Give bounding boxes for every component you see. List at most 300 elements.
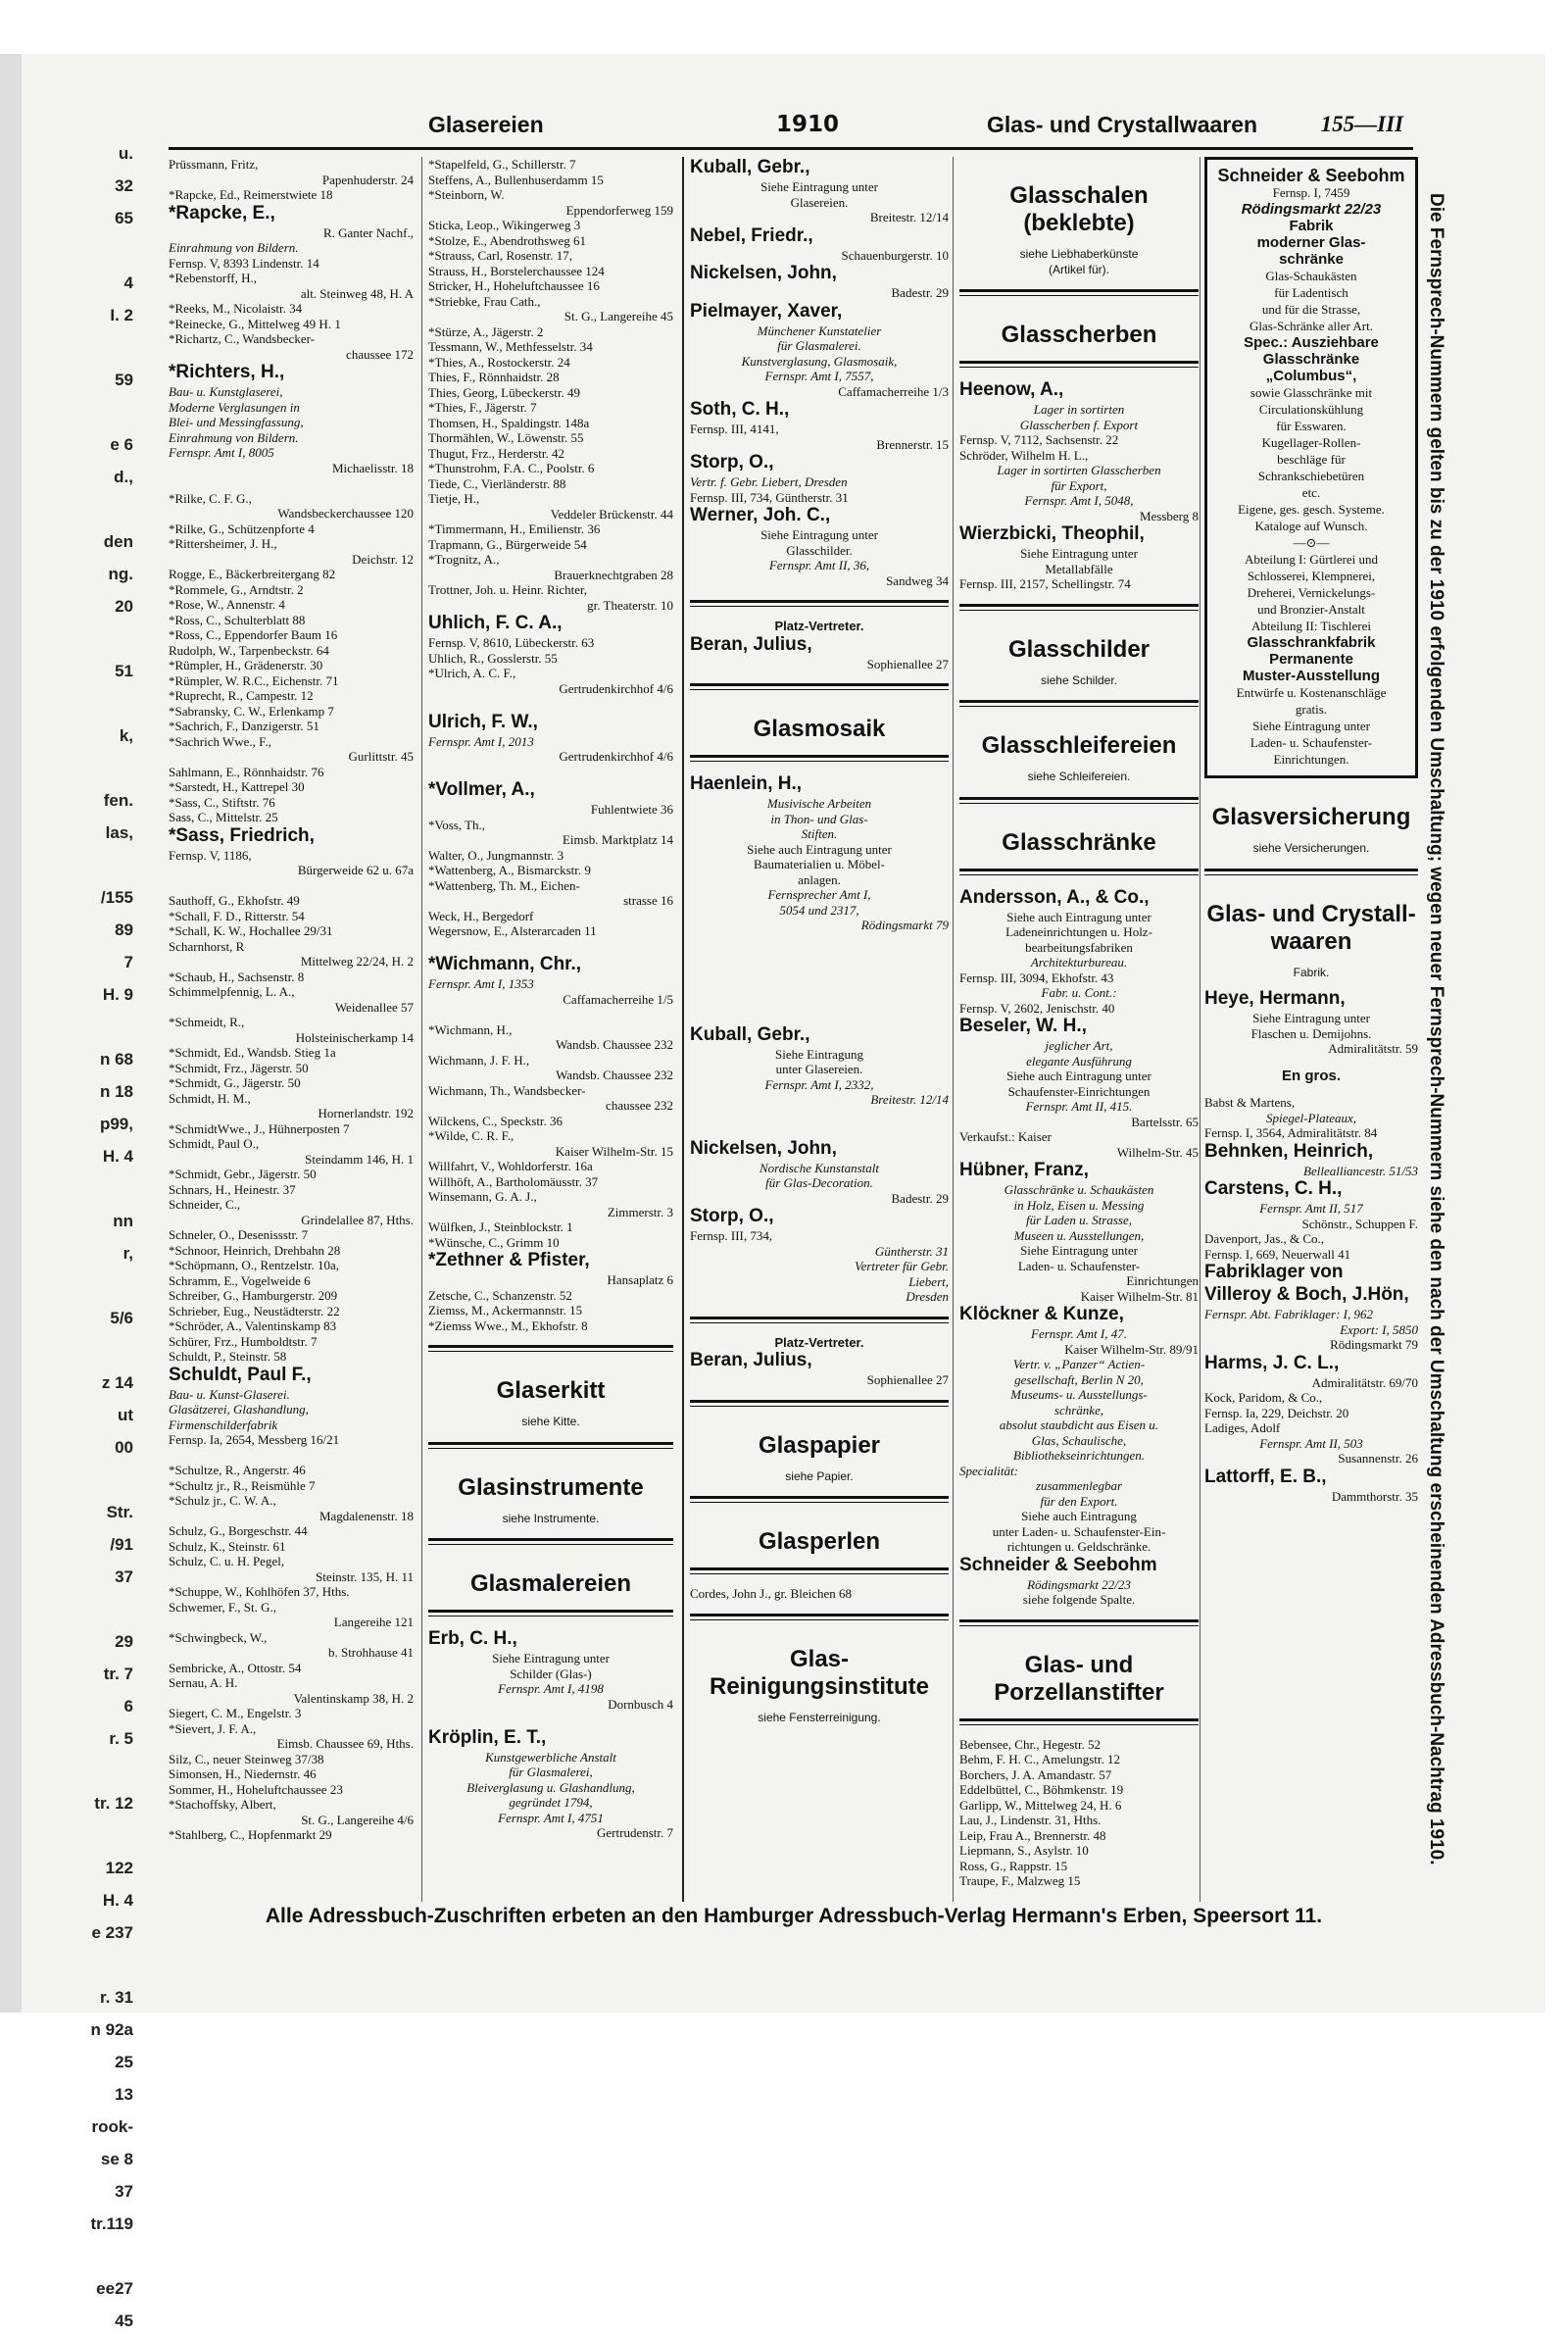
edge-fragment bbox=[25, 1949, 133, 1981]
section-heading: Glasmalereien bbox=[469, 1570, 632, 1597]
entry-line: Gurlittstr. 45 bbox=[348, 749, 414, 764]
entry-line: gegründet 1794, bbox=[509, 1795, 593, 1810]
entry-line: Thormählen, W., Löwenstr. 55 bbox=[428, 430, 584, 445]
entry-name bbox=[169, 203, 414, 224]
entry-name bbox=[959, 887, 1199, 909]
divider-rule bbox=[959, 604, 1199, 611]
entry-line: Kunstgewerbliche Anstalt bbox=[485, 1749, 616, 1765]
firm-name: Heenow, A., bbox=[959, 379, 1064, 400]
entry-line: Rogge, E., Bäckerbreitergang 82 bbox=[169, 567, 336, 581]
entry-line: Siehe Eintragung unter bbox=[760, 527, 878, 542]
entry-line: Fernsp. I, 669, Neuerwall 41 bbox=[1204, 1246, 1351, 1262]
edge-fragment: 13 bbox=[115, 2085, 133, 2104]
entry-line: Siehe auch Eintragung bbox=[1021, 1509, 1137, 1523]
entry-line: Sandweg 34 bbox=[886, 572, 949, 588]
entry-line: Metallabfälle bbox=[1045, 561, 1113, 576]
entry-line: anlagen. bbox=[798, 871, 841, 887]
entry-line: Eddelbüttel, C., Böhmkenstr. 19 bbox=[959, 1782, 1124, 1797]
entry-line: Fernspr. Amt I, 5048, bbox=[1024, 493, 1134, 508]
advert-line: für Esswaren. bbox=[1276, 419, 1347, 433]
entry-line: Einrichtungen bbox=[1126, 1273, 1199, 1288]
edge-fragment: 89 bbox=[115, 920, 133, 939]
section-heading: Glasschalen (beklebte) bbox=[1009, 182, 1149, 236]
edge-fragment: ng. bbox=[108, 565, 133, 583]
firm-name: Heye, Hermann, bbox=[1204, 988, 1346, 1009]
section-reference: siehe Versicherungen. bbox=[1252, 841, 1370, 855]
entry-line: Magdalenenstr. 18 bbox=[318, 1508, 414, 1523]
entry-line: Bibliothekseinrichtungen. bbox=[1013, 1448, 1145, 1463]
edge-fragment: H. 9 bbox=[102, 985, 133, 1004]
advert-line: Kugellager-Rollen- bbox=[1261, 435, 1361, 450]
entry-line: Schulz, G., Borgeschstr. 44 bbox=[169, 1523, 308, 1538]
edge-fragment bbox=[25, 1819, 133, 1852]
entry-name bbox=[959, 1016, 1199, 1037]
entry-line: unter Glasereien. bbox=[775, 1062, 863, 1076]
firm-name: *Zethner & Pfister, bbox=[428, 1250, 590, 1270]
edge-fragment bbox=[25, 752, 133, 784]
divider-rule bbox=[690, 755, 949, 762]
advert-box bbox=[1204, 157, 1418, 778]
firm-name: Fabriklager von bbox=[1204, 1262, 1344, 1282]
edge-fragment: n 92a bbox=[90, 2020, 133, 2039]
edge-fragment bbox=[25, 234, 133, 267]
entry-line: Schmidt, H. M., bbox=[169, 1090, 251, 1106]
divider-rule bbox=[959, 869, 1199, 875]
entry-line: chaussee 172 bbox=[346, 346, 414, 362]
entry-line: Tietje, H., bbox=[428, 491, 480, 506]
scan-border bbox=[0, 54, 22, 2013]
entry-name bbox=[690, 452, 949, 473]
entry-line: Specialität: bbox=[959, 1463, 1018, 1478]
entry-line: Behm, F. H. C., Amelungstr. 12 bbox=[959, 1752, 1120, 1766]
edge-fragment: 4 bbox=[123, 273, 133, 292]
entry-line: Fabr. u. Cont.: bbox=[1041, 985, 1117, 1000]
entry-name bbox=[959, 1160, 1199, 1181]
platz-address: Sophienallee 27 bbox=[866, 1372, 949, 1387]
edge-fragment: 59 bbox=[115, 371, 133, 389]
firm-name: Harms, J. C. L., bbox=[1204, 1352, 1340, 1373]
entry-line: Tiede, C., Vierländerstr. 88 bbox=[428, 475, 566, 491]
advert-line: beschläge für bbox=[1277, 452, 1346, 467]
page-footer: Alle Adressbuch-Zuschriften erbeten an den Hamburger Adressbuch-Verlag Hermann's Erben, Speersort 11. bbox=[265, 1905, 1323, 1927]
entry-line: R. Ganter Nachf., bbox=[322, 224, 414, 240]
edge-fragment: r, bbox=[122, 1244, 133, 1263]
entry-line: *Timmermann, H., Emilienstr. 36 bbox=[428, 522, 601, 536]
entry-line: *Ross, C., Schulterblatt 88 bbox=[169, 612, 306, 627]
entry-line bbox=[690, 1009, 949, 1024]
section-reference: Fabrik. bbox=[1293, 965, 1330, 979]
entry-line: Cordes, John J., gr. Bleichen 68 bbox=[690, 1586, 853, 1601]
firm-name: Kuball, Gebr., bbox=[690, 1023, 810, 1045]
entry-line: Bartelsstr. 65 bbox=[1131, 1114, 1199, 1129]
entry-line bbox=[690, 948, 949, 964]
advert-line: „Columbus“, bbox=[1265, 368, 1357, 384]
section-heading: Glasinstrumente bbox=[458, 1473, 644, 1501]
entry-line: Messberg 8 bbox=[1139, 508, 1199, 523]
entry-name bbox=[690, 1206, 949, 1227]
entry-line: Breitestr. 12/14 bbox=[870, 1092, 949, 1107]
entry-line: Firmenschilderfabrik bbox=[169, 1417, 278, 1432]
firm-name: *Wichmann, Chr., bbox=[428, 954, 582, 974]
edge-fragment: H. 4 bbox=[102, 1147, 133, 1166]
entry-line: Wülfken, J., Steinblockstr. 1 bbox=[428, 1219, 573, 1234]
entry-line: Siehe Eintragung unter bbox=[760, 179, 878, 194]
entry-name bbox=[959, 523, 1199, 545]
entry-line bbox=[690, 1122, 949, 1138]
entry-line: Fernspr. Amt I, 2332, bbox=[764, 1076, 874, 1092]
divider-rule bbox=[959, 700, 1199, 707]
entry-line: *Schmidt, Frz., Jägerstr. 50 bbox=[169, 1060, 309, 1075]
entry-line: Verkaufst.: Kaiser bbox=[959, 1129, 1052, 1144]
entry-line bbox=[690, 978, 949, 994]
entry-line: für Laden u. Strasse, bbox=[1026, 1213, 1132, 1227]
entry-line: Schilder (Glas-) bbox=[510, 1666, 592, 1681]
edge-fragment: fen. bbox=[103, 791, 133, 810]
entry-line: Siegert, C. M., Engelstr. 3 bbox=[169, 1706, 302, 1720]
entry-name bbox=[428, 954, 673, 975]
en-gros-label: En gros. bbox=[1281, 1067, 1341, 1084]
entry-line: für Glasmalerei, bbox=[509, 1765, 593, 1779]
entry-line: Fernsp. V, 7112, Sachsenstr. 22 bbox=[959, 432, 1119, 447]
entry-line: *Thunstrohm, F.A. C., Poolstr. 6 bbox=[428, 461, 595, 475]
entry-line bbox=[169, 475, 414, 491]
entry-line: Schauenburgerstr. 10 bbox=[841, 247, 949, 263]
advert-line: Abteilung II: Tischlerei bbox=[1250, 619, 1372, 633]
entry-line: Stricker, H., Hoheluftchaussee 16 bbox=[428, 278, 600, 293]
entry-line: *Schöpmann, O., Rentzelstr. 10a, bbox=[169, 1258, 340, 1272]
entry-line: Weidenallee 57 bbox=[334, 999, 414, 1015]
entry-line: Schmidt, Paul O., bbox=[169, 1136, 260, 1151]
entry-line: Schröder, Wilhelm H. L., bbox=[959, 447, 1089, 463]
entry-name bbox=[1204, 1467, 1418, 1488]
entry-name bbox=[428, 779, 673, 801]
entry-line: Ladeneinrichtungen u. Holz- bbox=[1005, 924, 1152, 939]
entry-line: *Ross, C., Eppendorfer Baum 16 bbox=[169, 627, 338, 642]
edge-fragment: 25 bbox=[115, 2053, 133, 2071]
edge-fragment: e 237 bbox=[91, 1923, 133, 1942]
entry-line: Michaelisstr. 18 bbox=[331, 460, 414, 475]
advert-line: Schlosserei, Klempnerei, bbox=[1247, 569, 1376, 583]
entry-line: Ross, G., Rappstr. 15 bbox=[959, 1858, 1068, 1873]
edge-fragment: den bbox=[103, 532, 133, 551]
entry-line: Trapmann, G., Bürgerweide 54 bbox=[428, 536, 587, 552]
entry-line: Einrahmung von Bildern. bbox=[169, 240, 299, 255]
section-heading: Glasmosaik bbox=[753, 716, 886, 742]
entry-line: Davenport, Jas., & Co., bbox=[1204, 1231, 1325, 1246]
edge-fragment bbox=[25, 849, 133, 881]
entry-line: Valentinskamp 38, H. 2 bbox=[293, 1690, 414, 1706]
entry-line: Susannenstr. 26 bbox=[1338, 1451, 1418, 1466]
entry-line: schränke, bbox=[1054, 1402, 1104, 1417]
entry-line: b. Strohhause 41 bbox=[327, 1645, 414, 1660]
entry-line bbox=[690, 933, 949, 949]
entry-line: *Schnoor, Heinrich, Drehbahn 28 bbox=[169, 1242, 341, 1258]
entry-line: Steinstr. 135, H. 11 bbox=[316, 1568, 414, 1584]
entry-line: Sauthoff, G., Ekhofstr. 49 bbox=[169, 893, 300, 908]
firm-name: Soth, C. H., bbox=[690, 399, 790, 420]
entry-line: *Wünsche, C., Grimm 10 bbox=[428, 1234, 560, 1250]
entry-line: *Wilde, C. R. F., bbox=[428, 1128, 514, 1143]
entry-line: Thugut, Frz., Herderstr. 42 bbox=[428, 445, 565, 461]
divider-rule bbox=[959, 1619, 1199, 1626]
divider-rule bbox=[690, 1400, 949, 1407]
entry-line: *Sievert, J. F. A., bbox=[169, 1720, 257, 1736]
entry-line: *Wichmann, H., bbox=[428, 1021, 513, 1037]
entry-line: Caffamacherreihe 1/5 bbox=[563, 991, 673, 1007]
entry-line: Holsteinischerkamp 14 bbox=[295, 1029, 414, 1045]
entry-line: Glasereien. bbox=[790, 194, 849, 210]
entry-line: Fernspr. Amt I, 8005 bbox=[169, 445, 274, 460]
edge-fragment bbox=[25, 1755, 133, 1787]
entry-line: *Stapelfeld, G., Schillerstr. 7 bbox=[428, 157, 576, 172]
entry-line: Architekturbureau. bbox=[1030, 955, 1128, 970]
edge-fragment: 65 bbox=[115, 209, 133, 227]
entry-line: Vertr. v. „Panzer“ Actien- bbox=[1012, 1357, 1146, 1371]
edge-fragment: ut bbox=[117, 1406, 133, 1424]
entry-name bbox=[959, 1555, 1199, 1576]
advert-line: Glas-Schränke aller Art. bbox=[1250, 319, 1373, 333]
entry-name bbox=[1204, 1178, 1418, 1200]
firm-name: Andersson, A., & Co., bbox=[959, 886, 1150, 908]
edge-fragment bbox=[25, 331, 133, 364]
entry-line: Siehe Eintragung unter bbox=[1252, 1011, 1370, 1025]
entry-line: Fernspr. Amt I, 47. bbox=[1031, 1326, 1127, 1341]
firm-name: Pielmayer, Xaver, bbox=[690, 300, 843, 322]
entry-line: *Voss, Th., bbox=[428, 817, 486, 832]
entry-line: Dammthorstr. 35 bbox=[1331, 1488, 1418, 1504]
entry-name bbox=[959, 379, 1199, 401]
entry-line: Admiralitätstr. 69/70 bbox=[1311, 1374, 1418, 1390]
edge-fragment: tr. 7 bbox=[103, 1665, 133, 1683]
entry-line: Lau, J., Lindenstr. 31, Hths. bbox=[959, 1813, 1102, 1827]
divider-rule bbox=[428, 1345, 673, 1352]
entry-name bbox=[690, 1024, 949, 1046]
entry-line: Schramm, E., Vogelweide 6 bbox=[169, 1272, 311, 1288]
entry-line: Kaiser Wilhelm-Str. 15 bbox=[555, 1143, 673, 1159]
entry-line: Wandsbeckerchaussee 120 bbox=[277, 506, 414, 521]
entry-line: Schrieber, Eug., Neustädterstr. 22 bbox=[169, 1303, 340, 1318]
edge-fragment: 6 bbox=[123, 1697, 133, 1715]
firm-name: Behnken, Heinrich, bbox=[1204, 1140, 1374, 1162]
edge-fragment: 51 bbox=[115, 662, 133, 680]
entry-line: jeglicher Art, bbox=[1045, 1038, 1113, 1053]
entry-line: *Rilke, G., Schützenpforte 4 bbox=[169, 521, 315, 536]
edge-fragment: r. 31 bbox=[99, 1988, 133, 2007]
entry-line: Fernspr. Amt I, 1353 bbox=[428, 976, 534, 991]
entry-line: *Ziemss Wwe., M., Ekhofstr. 8 bbox=[428, 1318, 588, 1333]
section-reference: siehe Fensterreinigung. bbox=[758, 1710, 881, 1724]
entry-line: Bürgerweide 62 u. 67a bbox=[297, 863, 414, 877]
entry-line: *Steinborn, W. bbox=[428, 187, 505, 202]
column-2 bbox=[421, 157, 673, 1902]
entry-line bbox=[428, 696, 673, 712]
entry-line: Ladiges, Adolf bbox=[1204, 1420, 1281, 1435]
entry-line: Thies, F., Rönnhaidstr. 28 bbox=[428, 370, 560, 384]
section-heading: Glasschränke bbox=[1002, 828, 1156, 856]
edge-fragment: z 14 bbox=[101, 1373, 133, 1392]
entry-line: Willhöft, A., Bartholomäusstr. 37 bbox=[428, 1173, 599, 1189]
entry-line: Siehe auch Eintragung unter bbox=[1006, 909, 1152, 924]
entry-line: Wegersnow, E., Alsterarcaden 11 bbox=[428, 923, 597, 938]
edge-fragment: 00 bbox=[115, 1438, 133, 1457]
entry-line: Fernsp. V, 2602, Jenischstr. 40 bbox=[959, 1000, 1115, 1016]
entry-line: *Sass, C., Stiftstr. 76 bbox=[169, 794, 275, 810]
firm-name: Storp, O., bbox=[690, 1206, 774, 1226]
entry-line: *Schmidt, Ed., Wandsb. Stieg 1a bbox=[169, 1045, 336, 1060]
divider-rule bbox=[690, 1614, 949, 1620]
entry-line: Einrahmung von Bildern. bbox=[169, 429, 299, 445]
firm-name: Beseler, W. H., bbox=[959, 1016, 1087, 1036]
entry-line: *Stahlberg, C., Hopfenmarkt 29 bbox=[169, 1827, 332, 1842]
entry-line: *Striebke, Frau Cath., bbox=[428, 293, 541, 309]
entry-name bbox=[690, 1138, 949, 1160]
section-heading: Glasversicherung bbox=[1211, 804, 1411, 830]
edge-fragment bbox=[25, 1593, 133, 1625]
entry-line: Gertrudenkirchhof 4/6 bbox=[559, 749, 673, 764]
firm-name: Nickelsen, John, bbox=[690, 1137, 837, 1159]
entry-line: Moderne Verglasungen in bbox=[169, 399, 300, 415]
entry-line: Schaufenster-Einrichtungen bbox=[1007, 1083, 1151, 1099]
directory-columns bbox=[169, 157, 1418, 1902]
entry-line: Schreiber, G., Hamburgerstr. 209 bbox=[169, 1288, 338, 1303]
entry-name bbox=[1204, 988, 1418, 1010]
entry-line: *Wattenberg, Th. M., Eichen- bbox=[428, 877, 580, 893]
entry-line: Veddeler Brückenstr. 44 bbox=[550, 506, 673, 522]
entry-line: Museen u. Ausstellungen, bbox=[1013, 1227, 1145, 1243]
entry-line: *Schmeidt, R., bbox=[169, 1015, 245, 1029]
divider-rule bbox=[690, 1317, 949, 1323]
section-heading: Glas- Reinigungsinstitute bbox=[710, 1645, 929, 1700]
advert-line: schränke bbox=[1279, 251, 1344, 268]
platz-name bbox=[690, 634, 949, 656]
edge-fragment bbox=[25, 1464, 133, 1496]
edge-fragment: ee27 bbox=[96, 2279, 133, 2298]
entry-line: Eimsb. Marktplatz 14 bbox=[562, 832, 673, 847]
entry-line: für Export, bbox=[1051, 477, 1107, 493]
entry-line: Scharnhorst, R bbox=[169, 938, 245, 954]
entry-line: *Richartz, C., Wandsbecker- bbox=[169, 331, 315, 346]
entry-line: Siehe Eintragung bbox=[775, 1046, 863, 1062]
entry-name bbox=[1204, 1262, 1418, 1283]
entry-line: Fuhlentwiete 36 bbox=[590, 802, 673, 817]
entry-line: Siehe Eintragung unter bbox=[1020, 546, 1138, 561]
entry-line: Vertr. f. Gebr. Liebert, Dresden bbox=[690, 474, 848, 489]
entry-line: Bau- u. Kunstglaserei, bbox=[169, 384, 283, 399]
entry-line: St. G., Langereihe 4/6 bbox=[301, 1812, 414, 1827]
advert-line: Einrichtungen. bbox=[1273, 752, 1349, 767]
entry-line: *SchmidtWwe., J., Hühnerposten 7 bbox=[169, 1120, 350, 1136]
advert-line: sowie Glasschränke mit bbox=[1250, 385, 1373, 400]
advert-line: Abteilung I: Gürtlerei und bbox=[1244, 552, 1379, 567]
entry-line: Flaschen u. Demijohns. bbox=[1250, 1025, 1372, 1041]
page-header bbox=[169, 106, 1413, 150]
advert-line: Eigene, ges. gesch. Systeme. bbox=[1238, 502, 1385, 517]
firm-name: Carstens, C. H., bbox=[1204, 1178, 1343, 1199]
entry-line: Vertreter für Gebr. bbox=[855, 1259, 949, 1273]
entry-line bbox=[428, 1712, 673, 1727]
edge-fragment: d., bbox=[114, 468, 133, 486]
entry-line: Brennerstr. 15 bbox=[876, 436, 949, 452]
entry-line: siehe folgende Spalte. bbox=[1022, 1592, 1136, 1607]
entry-name bbox=[690, 157, 949, 178]
firm-name: Nebel, Friedr., bbox=[690, 224, 813, 246]
entry-line: Schneider, C., bbox=[169, 1197, 241, 1212]
entry-name bbox=[169, 362, 414, 383]
entry-line: Musivische Arbeiten bbox=[766, 796, 872, 811]
entry-line: Hornerlandstr. 192 bbox=[318, 1106, 414, 1120]
entry-line: Stiften. bbox=[801, 826, 838, 841]
entry-line: Fernspr. Amt II, 36, bbox=[768, 558, 870, 572]
entry-line: Sahlmann, E., Rönnhaidstr. 76 bbox=[169, 764, 324, 779]
section-reference: siehe Schleifereien. bbox=[1027, 770, 1131, 783]
advert-line: Siehe Eintragung unter bbox=[1252, 719, 1370, 733]
entry-line: Museums- u. Ausstellungs- bbox=[1010, 1387, 1148, 1402]
entry-line: Mittelweg 22/24, H. 2 bbox=[300, 954, 414, 969]
firm-name: *Vollmer, A., bbox=[428, 779, 535, 800]
section-reference: siehe Papier. bbox=[785, 1468, 854, 1483]
entry-line: Rudolph, W., Tarpenbeckstr. 64 bbox=[169, 642, 329, 658]
entry-line: in Thon- und Glas- bbox=[770, 811, 868, 826]
entry-line: Fernspr. Amt I, 4751 bbox=[498, 1810, 604, 1825]
entry-line: Leip, Frau A., Brennerstr. 48 bbox=[959, 1827, 1106, 1843]
entry-line bbox=[169, 1448, 414, 1464]
firm-name: Storp, O., bbox=[690, 452, 774, 472]
edge-fragment bbox=[25, 687, 133, 720]
entry-line: Badestr. 29 bbox=[891, 285, 949, 300]
section-heading: Glasperlen bbox=[758, 1528, 881, 1555]
entry-line: 5054 und 2317, bbox=[779, 902, 859, 918]
firm-name: Kuball, Gebr., bbox=[690, 157, 810, 177]
platz-label: Platz-Vertreter. bbox=[774, 619, 864, 633]
entry-line: Fernspr. Amt I, 4198 bbox=[498, 1681, 604, 1696]
entry-line: Lager in sortirten Glasscherben bbox=[997, 463, 1161, 477]
entry-line: Strauss, H., Borstelerchaussee 124 bbox=[428, 263, 605, 278]
entry-line: Weck, H., Bergedorf bbox=[428, 908, 534, 923]
entry-line: Fernsp. Ia, 229, Deichstr. 20 bbox=[1204, 1405, 1349, 1420]
entry-line: Güntherstr. 31 bbox=[874, 1243, 949, 1259]
entry-line: Glasschilder. bbox=[786, 542, 853, 558]
entry-line: bearbeitungsfabriken bbox=[1025, 939, 1133, 955]
entry-line: Walter, O., Jungmannstr. 3 bbox=[428, 847, 564, 863]
column-3 bbox=[682, 157, 949, 1902]
edge-fragment: /155 bbox=[100, 888, 133, 907]
entry-line: Fernsp. III, 734, Güntherstr. 31 bbox=[690, 489, 849, 505]
edge-fragment bbox=[25, 1172, 133, 1205]
entry-line: Garlipp, W., Mittelweg 24, H. 6 bbox=[959, 1797, 1122, 1813]
header-year: 1910 bbox=[776, 112, 840, 137]
entry-line: Lager in sortirten bbox=[1033, 402, 1125, 417]
entry-line: Schuldt, P., Steinstr. 58 bbox=[169, 1349, 287, 1364]
advert-address: Rödingsmarkt 22/23 bbox=[1241, 201, 1382, 218]
entry-line: Glasschränke u. Schaukästen bbox=[1004, 1182, 1154, 1197]
advert-line: Muster-Ausstellung bbox=[1242, 668, 1380, 684]
firm-name: Werner, Joh. C., bbox=[690, 505, 831, 525]
edge-fragment: 37 bbox=[115, 2182, 133, 2201]
entry-line: Fernspr. Amt I, 7557, bbox=[764, 369, 874, 383]
entry-line: Fernspr. Amt II, 517 bbox=[1259, 1201, 1363, 1216]
edge-fragment: 45 bbox=[115, 2312, 133, 2330]
firm-name: Hübner, Franz, bbox=[959, 1160, 1089, 1180]
divider-rule bbox=[428, 1442, 673, 1449]
entry-line: Uhlich, R., Gosslerstr. 55 bbox=[428, 650, 558, 666]
entry-line: *Rapcke, Ed., Reimerstwiete 18 bbox=[169, 187, 333, 202]
edge-fragment: p99, bbox=[99, 1115, 133, 1133]
entry-line: *Ulrich, A. C. F., bbox=[428, 666, 516, 680]
previous-page-edge bbox=[25, 137, 133, 2337]
header-section-left: Glasereien bbox=[428, 112, 544, 137]
entry-line: Fernsp. III, 3094, Ekhofstr. 43 bbox=[959, 970, 1114, 985]
entry-line: *Rümpler, H., Grädenerstr. 30 bbox=[169, 658, 323, 672]
